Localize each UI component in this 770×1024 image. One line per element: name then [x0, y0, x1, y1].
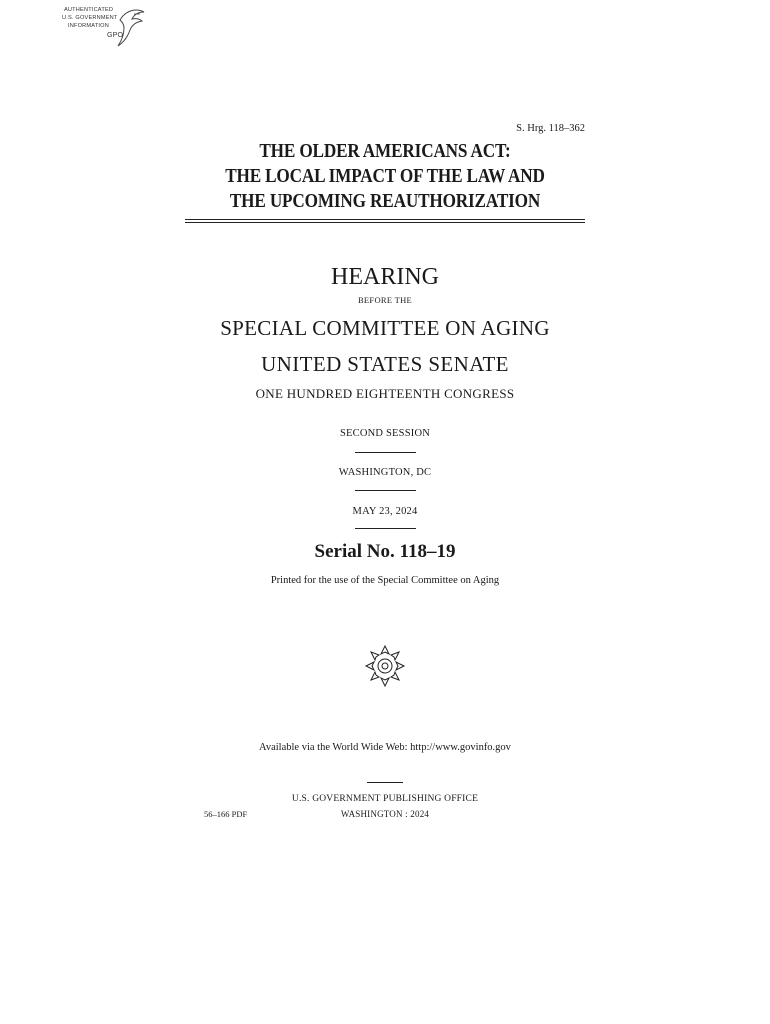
place-rule	[355, 490, 416, 491]
printed-for-note: Printed for the use of the Special Committee on Aging	[270, 575, 500, 586]
seal-text-government: U.S. GOVERNMENT	[62, 15, 118, 21]
hearing-number: S. Hrg. 118–362	[516, 123, 585, 134]
senate-name: UNITED STATES SENATE	[261, 352, 509, 376]
before-the-label: BEFORE THE	[357, 295, 413, 305]
publishing-city-year: WASHINGTON : 2024	[340, 809, 430, 819]
congress-name: ONE HUNDRED EIGHTEENTH CONGRESS	[255, 386, 515, 401]
title-rule-bottom	[185, 222, 585, 223]
eagle-icon	[114, 6, 146, 48]
title-line-3: THE UPCOMING REAUTHORIZATION	[229, 190, 541, 212]
hearing-heading: HEARING	[331, 264, 439, 290]
seal-text-authenticated: AUTHENTICATED	[64, 7, 114, 13]
hearing-date: MAY 23, 2024	[352, 506, 418, 517]
publishing-office: U.S. GOVERNMENT PUBLISHING OFFICE	[291, 794, 479, 804]
title-rule-top	[185, 219, 585, 220]
gpo-ornament-icon	[364, 644, 406, 688]
title-line-1: THE OLDER AMERICANS ACT:	[259, 140, 511, 162]
gpo-authentication-seal	[62, 6, 146, 48]
title-line-2: THE LOCAL IMPACT OF THE LAW AND	[225, 165, 545, 187]
publisher-rule	[367, 782, 403, 783]
committee-name: SPECIAL COMMITTEE ON AGING	[220, 316, 550, 340]
hearing-place: WASHINGTON, DC	[338, 467, 432, 478]
availability-note: Available via the World Wide Web: http://www.govinfo.gov	[259, 742, 511, 753]
session-rule	[355, 452, 416, 453]
serial-number: Serial No. 118–19	[314, 541, 456, 562]
jacket-number: 56–166 PDF	[204, 809, 248, 819]
seal-text-gpo: GPO	[107, 32, 124, 39]
date-rule	[355, 528, 416, 529]
seal-text-information: INFORMATION	[68, 23, 109, 29]
session-label: SECOND SESSION	[339, 428, 431, 439]
